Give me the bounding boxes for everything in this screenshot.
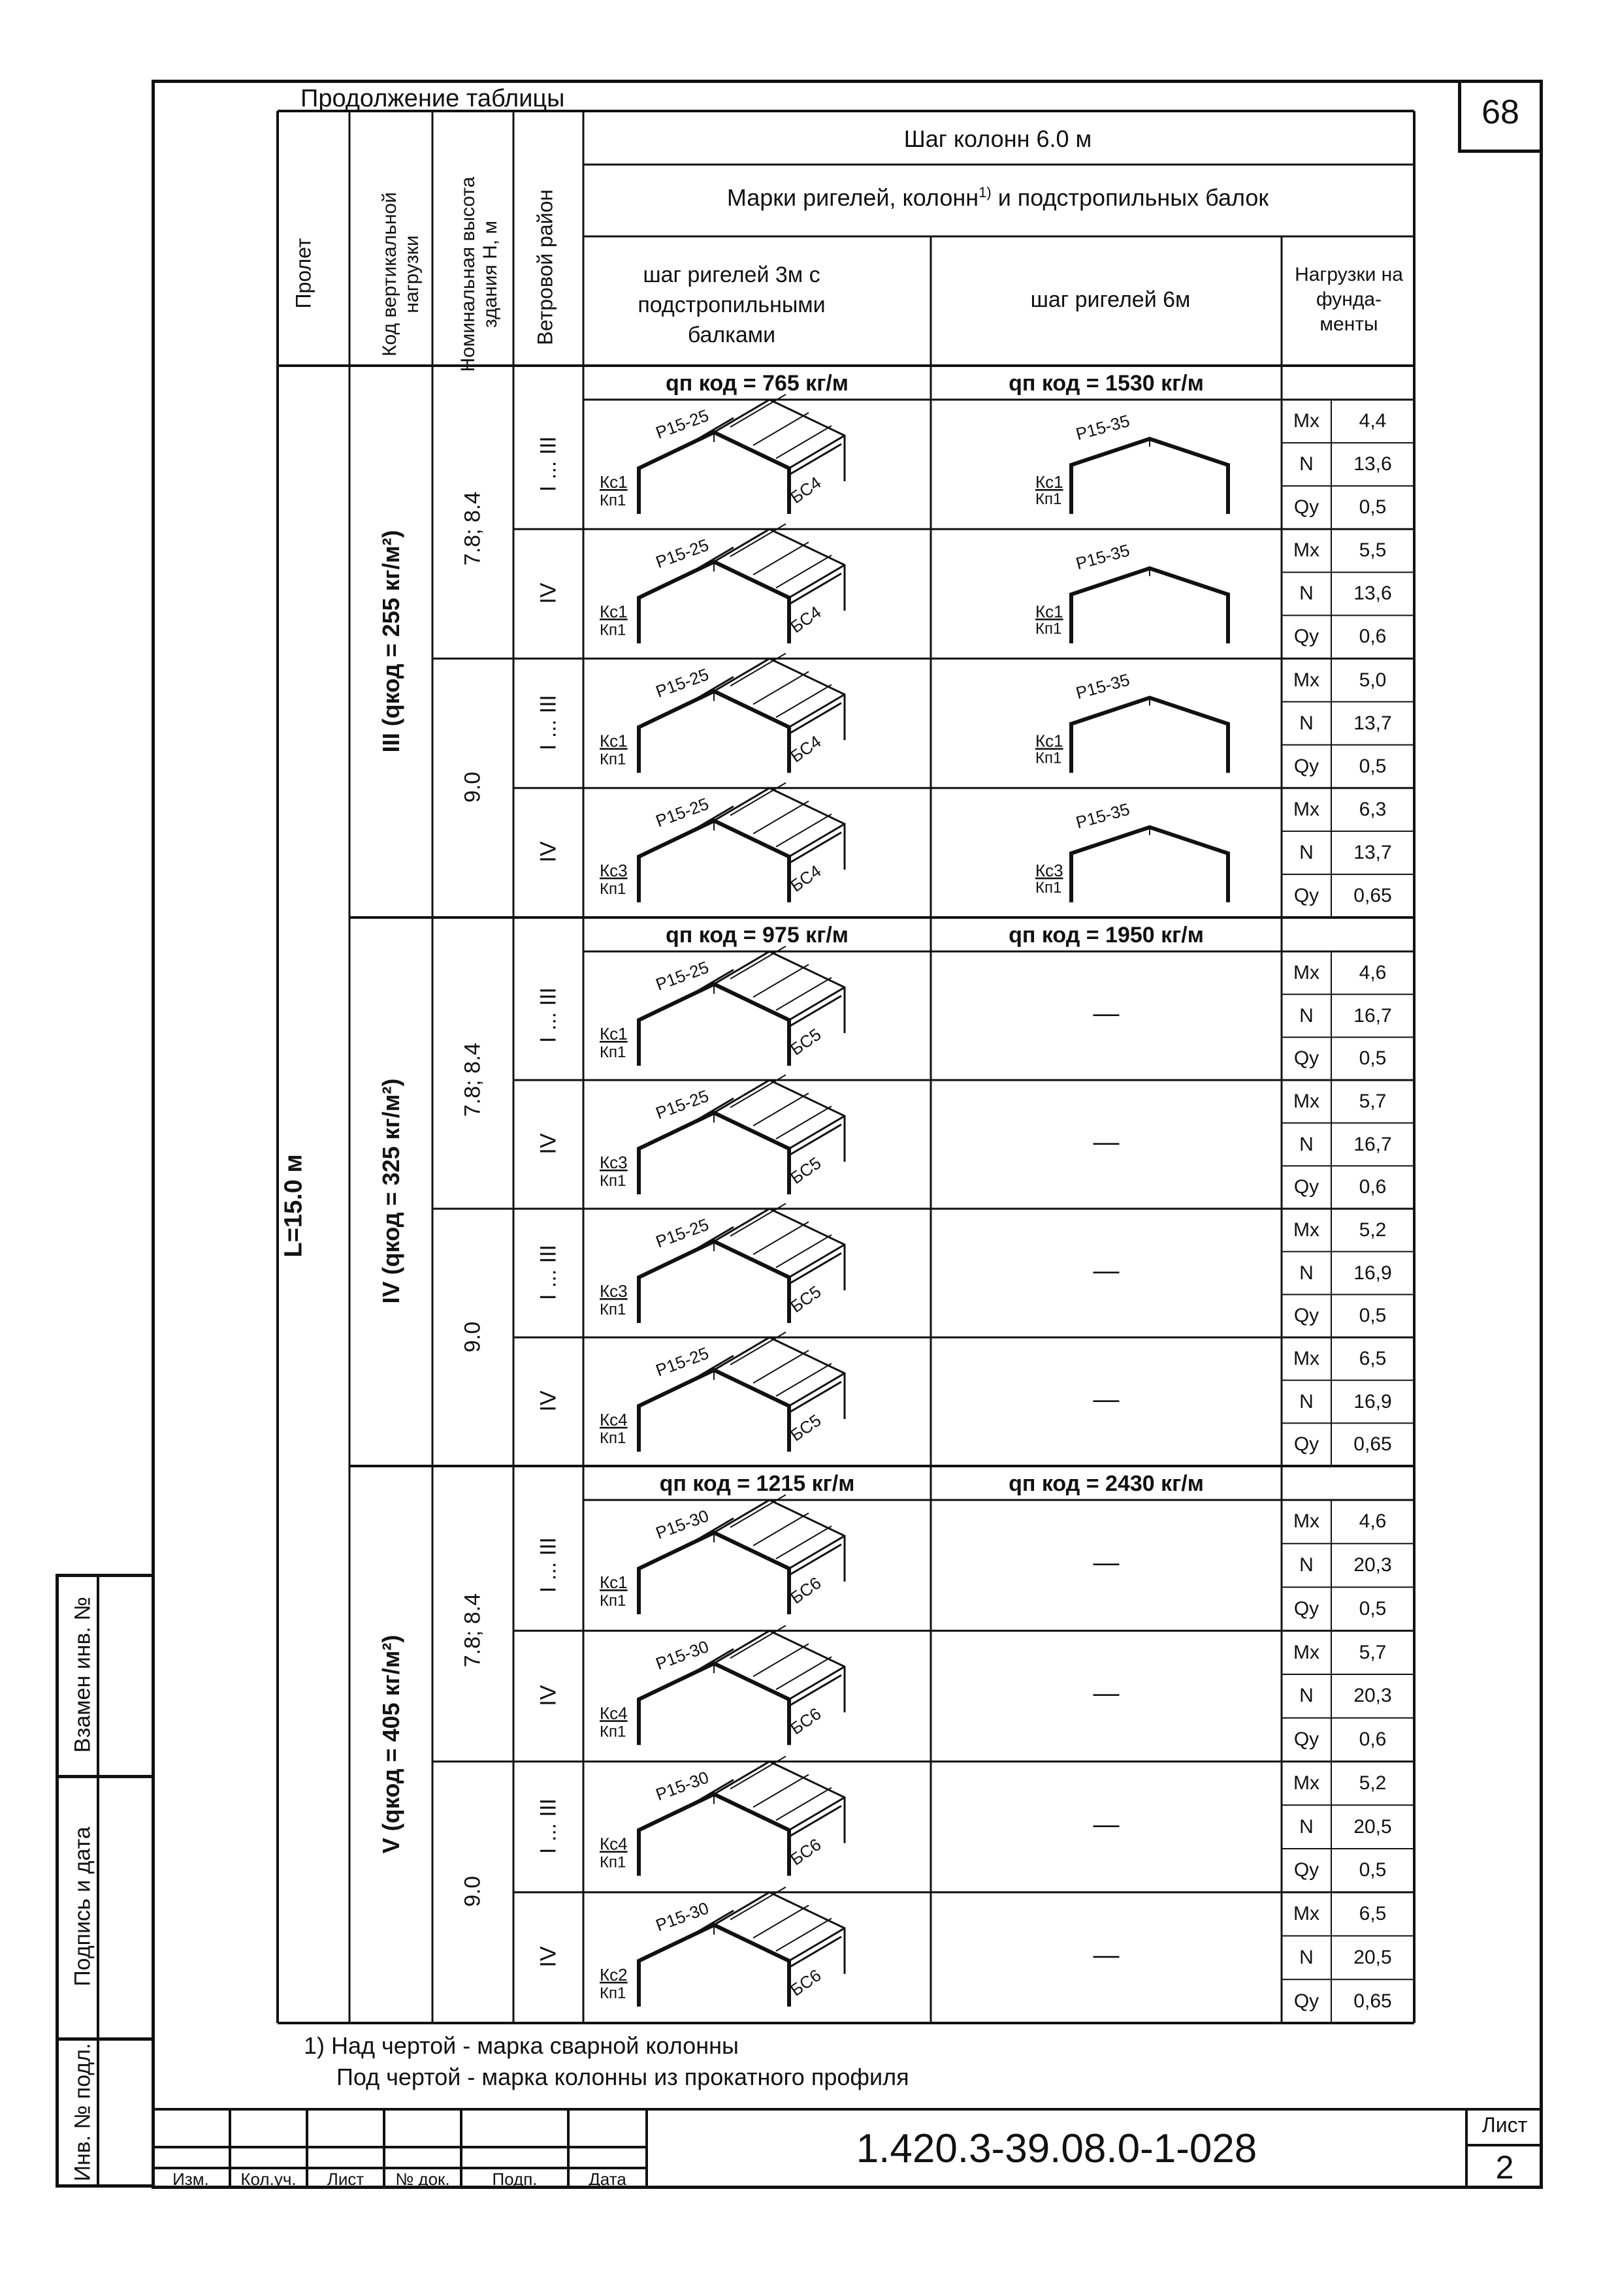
dash-10: —: [1093, 1810, 1120, 1839]
rafter-mark-3m-8: P15-30: [653, 1505, 711, 1543]
rafter-mark-6m-2: P15-35: [1073, 669, 1132, 703]
load-value-mx-4: 4,6: [1359, 961, 1387, 983]
height-1-0: 7.8; 8.4: [460, 1042, 485, 1117]
load-value-qy-7: 0,65: [1353, 1433, 1392, 1456]
load-code-0: III (qкод = 255 кг/м²): [377, 530, 404, 753]
dash-8: —: [1093, 1548, 1120, 1578]
load-label-qy-10: Qy: [1293, 1859, 1319, 1881]
load-value-mx-10: 5,2: [1359, 1772, 1387, 1794]
load-value-qy-11: 0,65: [1353, 1990, 1392, 2012]
load-value-n-2: 13,7: [1353, 712, 1392, 734]
load-value-n-4: 16,7: [1353, 1004, 1392, 1027]
rafter-mark-3m-7: P15-25: [653, 1343, 711, 1380]
load-value-qy-2: 0,5: [1359, 755, 1387, 777]
header-column-step: Шаг колонн 6.0 м: [903, 125, 1092, 152]
load-label-qy-2: Qy: [1293, 755, 1319, 777]
column-rolled-3m-1: Кп1: [600, 621, 626, 639]
load-label-qy-6: Qy: [1293, 1305, 1319, 1327]
header-col-loads: Нагрузки на фунда- менты: [1295, 264, 1403, 335]
load-value-mx-3: 6,3: [1359, 798, 1387, 820]
stamp-signature: Подпись и дата: [70, 1826, 95, 1986]
load-label-mx-11: Mx: [1293, 1903, 1319, 1925]
rafter-mark-3m-4: P15-25: [653, 957, 711, 995]
tb-col-izm: Изм.: [172, 2169, 209, 2189]
beam-mark-3m-3: БС4: [786, 861, 825, 896]
wind-6: I ... III: [536, 1245, 560, 1301]
load-label-mx-1: Mx: [1293, 539, 1319, 562]
beam-mark-3m-11: БС6: [786, 1965, 825, 2000]
load-label-mx-5: Mx: [1293, 1090, 1319, 1112]
load-value-mx-1: 5,5: [1359, 539, 1387, 562]
wind-11: IV: [536, 1946, 560, 1968]
load-value-mx-0: 4,4: [1359, 410, 1387, 432]
load-label-qy-7: Qy: [1293, 1433, 1319, 1456]
height-0-1: 9.0: [460, 772, 485, 803]
load-label-mx-0: Mx: [1293, 410, 1319, 432]
load-value-n-9: 20,3: [1353, 1685, 1392, 1707]
q-3m-1: qп код = 975 кг/м: [666, 923, 849, 948]
load-value-n-10: 20,5: [1353, 1815, 1392, 1838]
q-6m-2: qп код = 2430 кг/м: [1009, 1471, 1204, 1496]
load-code-2: V (qкод = 405 кг/м²): [377, 1634, 404, 1854]
column-rolled-6m-0: Кп1: [1035, 490, 1062, 508]
wind-5: IV: [536, 1133, 560, 1155]
q-6m-0: qп код = 1530 кг/м: [1009, 371, 1204, 396]
beam-mark-3m-9: БС6: [786, 1703, 825, 1739]
column-rolled-3m-11: Кп1: [600, 1984, 626, 2002]
dash-9: —: [1093, 1679, 1120, 1708]
tb-col-podp: Подп.: [492, 2169, 538, 2189]
load-value-mx-7: 6,5: [1359, 1347, 1387, 1369]
dash-7: —: [1093, 1384, 1120, 1414]
header-marks-sup: 1): [979, 184, 992, 200]
q-3m-2: qп код = 1215 кг/м: [659, 1471, 855, 1496]
header-span: Пролет: [291, 238, 316, 309]
footnote-line1: 1) Над чертой - марка сварной колонны: [304, 2032, 739, 2059]
tb-col-date: Дата: [589, 2169, 626, 2189]
load-value-qy-6: 0,5: [1359, 1305, 1387, 1327]
column-rolled-3m-3: Кп1: [600, 880, 626, 898]
height-2-1: 9.0: [460, 1876, 485, 1907]
header-marks-suffix: и подстропильных балок: [991, 184, 1269, 211]
wind-10: I ... III: [536, 1798, 560, 1855]
stamp-inventory: Инв. № подл.: [70, 2043, 95, 2182]
column-weld-3m-1: Кс1: [600, 601, 628, 622]
wind-4: I ... III: [536, 987, 560, 1044]
column-weld-6m-3: Кс3: [1035, 860, 1063, 880]
load-value-mx-6: 5,2: [1359, 1219, 1387, 1241]
column-rolled-3m-10: Кп1: [600, 1853, 626, 1872]
load-value-qy-8: 0,5: [1359, 1597, 1387, 1619]
doc-code: 1.420.3-39.08.0-1-028: [856, 2126, 1257, 2171]
table-caption: Продолжение таблицы: [300, 85, 565, 112]
column-weld-6m-1: Кс1: [1035, 601, 1063, 622]
load-label-n-5: N: [1299, 1133, 1314, 1155]
wind-0: I ... III: [536, 436, 560, 492]
rafter-mark-6m-0: P15-35: [1073, 411, 1132, 444]
tb-col-list: Лист: [327, 2169, 364, 2189]
load-value-n-6: 16,9: [1353, 1262, 1392, 1284]
load-value-n-11: 20,5: [1353, 1946, 1392, 1968]
column-rolled-6m-2: Кп1: [1035, 749, 1062, 767]
load-value-mx-5: 5,7: [1359, 1090, 1387, 1112]
beam-mark-3m-0: БС4: [786, 472, 825, 507]
tb-col-doc: № док.: [395, 2169, 450, 2189]
beam-mark-3m-4: БС5: [786, 1024, 825, 1059]
dash-5: —: [1093, 1127, 1120, 1156]
load-label-qy-3: Qy: [1293, 884, 1319, 906]
column-weld-3m-8: Кс1: [600, 1572, 628, 1592]
column-weld-3m-5: Кс3: [600, 1153, 628, 1172]
dash-4: —: [1093, 998, 1120, 1028]
column-weld-3m-6: Кс3: [600, 1281, 628, 1301]
load-label-qy-1: Qy: [1293, 626, 1319, 648]
footnote-line2: Под чертой - марка колонны из прокатного профиля: [336, 2064, 909, 2090]
dash-6: —: [1093, 1256, 1120, 1285]
load-value-n-5: 16,7: [1353, 1133, 1392, 1155]
q-3m-0: qп код = 765 кг/м: [666, 371, 849, 396]
stamp-replaced: Взамен инв. №: [70, 1597, 95, 1753]
load-value-mx-2: 5,0: [1359, 669, 1387, 691]
load-value-qy-5: 0,6: [1359, 1176, 1387, 1198]
column-rolled-3m-4: Кп1: [600, 1044, 626, 1061]
beam-mark-3m-1: БС4: [786, 601, 825, 637]
rafter-mark-6m-3: P15-35: [1073, 799, 1132, 833]
sheet-number: 2: [1495, 2149, 1514, 2186]
load-value-qy-3: 0,65: [1353, 884, 1392, 906]
column-weld-3m-4: Кс1: [600, 1024, 628, 1044]
load-label-n-7: N: [1299, 1390, 1314, 1412]
beam-mark-3m-5: БС5: [786, 1153, 825, 1188]
load-value-n-8: 20,3: [1353, 1554, 1392, 1576]
sheet-label: Лист: [1481, 2113, 1528, 2137]
load-label-mx-3: Mx: [1293, 798, 1319, 820]
span-label: L=15.0 м: [280, 1154, 308, 1258]
header-col-3m: шаг ригелей 3м с подстропильными балками: [638, 263, 826, 347]
rafter-mark-3m-10: P15-30: [653, 1767, 711, 1805]
header-marks-title: Марки ригелей, колонн: [726, 184, 979, 211]
column-rolled-3m-7: Кп1: [600, 1429, 626, 1447]
column-weld-3m-10: Кс4: [600, 1834, 628, 1854]
load-value-qy-10: 0,5: [1359, 1859, 1387, 1881]
column-rolled-6m-1: Кп1: [1035, 620, 1062, 638]
load-label-qy-8: Qy: [1293, 1597, 1319, 1619]
tb-col-kol: Кол.уч.: [240, 2169, 297, 2189]
load-value-mx-8: 4,6: [1359, 1510, 1387, 1533]
beam-mark-3m-7: БС5: [786, 1410, 825, 1445]
sheet-number-top: 68: [1481, 93, 1519, 131]
column-rolled-3m-6: Кп1: [600, 1301, 626, 1318]
dash-11: —: [1093, 1940, 1120, 1969]
load-label-mx-9: Mx: [1293, 1641, 1319, 1663]
rafter-mark-6m-1: P15-35: [1073, 540, 1132, 574]
wind-2: I ... III: [536, 695, 560, 751]
load-value-qy-9: 0,6: [1359, 1729, 1387, 1751]
load-value-n-3: 13,7: [1353, 841, 1392, 863]
load-label-n-9: N: [1299, 1685, 1314, 1707]
load-label-mx-7: Mx: [1293, 1347, 1319, 1369]
load-label-qy-11: Qy: [1293, 1990, 1319, 2012]
wind-7: IV: [536, 1390, 560, 1412]
load-label-mx-8: Mx: [1293, 1510, 1319, 1533]
rafter-mark-3m-9: P15-30: [653, 1636, 711, 1674]
column-rolled-3m-2: Кп1: [600, 750, 626, 769]
load-label-n-8: N: [1299, 1554, 1314, 1576]
wind-3: IV: [536, 841, 560, 863]
beam-mark-3m-10: БС6: [786, 1834, 825, 1870]
height-1-1: 9.0: [460, 1321, 485, 1352]
wind-9: IV: [536, 1685, 560, 1706]
column-weld-3m-9: Кс4: [600, 1703, 628, 1723]
load-value-qy-4: 0,5: [1359, 1047, 1387, 1070]
rafter-mark-3m-11: P15-30: [653, 1898, 711, 1936]
beam-mark-3m-2: БС4: [786, 731, 825, 767]
rafter-mark-3m-2: P15-25: [653, 664, 711, 702]
column-rolled-6m-3: Кп1: [1035, 878, 1062, 897]
load-label-mx-2: Mx: [1293, 669, 1319, 691]
rafter-mark-3m-6: P15-25: [653, 1214, 711, 1252]
load-label-qy-0: Qy: [1293, 496, 1319, 518]
rafter-mark-3m-1: P15-25: [653, 535, 711, 572]
rafter-mark-3m-0: P15-25: [653, 405, 711, 443]
column-rolled-3m-8: Кп1: [600, 1592, 626, 1610]
load-label-n-10: N: [1299, 1815, 1314, 1838]
column-weld-3m-7: Кс4: [600, 1410, 628, 1429]
beam-mark-3m-8: БС6: [786, 1572, 825, 1608]
load-label-mx-10: Mx: [1293, 1772, 1319, 1794]
q-6m-1: qп код = 1950 кг/м: [1009, 923, 1204, 948]
wind-8: I ... III: [536, 1537, 560, 1593]
load-label-n-3: N: [1299, 841, 1314, 863]
column-weld-6m-2: Кс1: [1035, 731, 1063, 751]
header-load-code-text: Код вертикальной нагрузки: [379, 192, 423, 357]
column-weld-3m-3: Кс3: [600, 860, 628, 880]
column-rolled-3m-5: Кп1: [600, 1172, 626, 1190]
load-value-n-1: 13,6: [1353, 582, 1392, 605]
column-weld-6m-0: Кс1: [1035, 472, 1063, 492]
load-label-qy-5: Qy: [1293, 1176, 1319, 1198]
load-value-mx-9: 5,7: [1359, 1641, 1387, 1663]
load-label-n-0: N: [1299, 453, 1314, 475]
load-value-qy-1: 0,6: [1359, 626, 1387, 648]
load-value-mx-11: 6,5: [1359, 1903, 1387, 1925]
column-rolled-3m-9: Кп1: [600, 1723, 626, 1741]
load-label-n-4: N: [1299, 1004, 1314, 1027]
load-label-n-2: N: [1299, 712, 1314, 734]
load-label-qy-9: Qy: [1293, 1729, 1319, 1751]
load-value-n-7: 16,9: [1353, 1390, 1392, 1412]
column-rolled-3m-0: Кп1: [600, 492, 626, 509]
rafter-mark-3m-5: P15-25: [653, 1085, 711, 1123]
beam-mark-3m-6: БС5: [786, 1281, 825, 1316]
column-weld-3m-0: Кс1: [600, 472, 628, 492]
wind-1: IV: [536, 582, 560, 604]
load-label-qy-4: Qy: [1293, 1047, 1319, 1070]
load-value-qy-0: 0,5: [1359, 496, 1387, 518]
height-2-0: 7.8; 8.4: [460, 1593, 485, 1668]
load-label-n-6: N: [1299, 1262, 1314, 1284]
load-code-1: IV (qкод = 325 кг/м²): [377, 1079, 404, 1304]
height-0-0: 7.8; 8.4: [460, 491, 485, 566]
column-weld-3m-2: Кс1: [600, 731, 628, 751]
rafter-mark-3m-3: P15-25: [653, 793, 711, 831]
header-height-text: Номинальная высота здания Н, м: [457, 176, 501, 372]
header-wind: Ветровой район: [533, 189, 557, 345]
load-label-mx-4: Mx: [1293, 961, 1319, 983]
load-label-n-1: N: [1299, 582, 1314, 605]
header-col-6m: шаг ригелей 6м: [1030, 287, 1191, 312]
load-label-mx-6: Mx: [1293, 1219, 1319, 1241]
load-label-n-11: N: [1299, 1946, 1314, 1968]
load-value-n-0: 13,6: [1353, 453, 1392, 475]
column-weld-3m-11: Кс2: [600, 1964, 628, 1985]
